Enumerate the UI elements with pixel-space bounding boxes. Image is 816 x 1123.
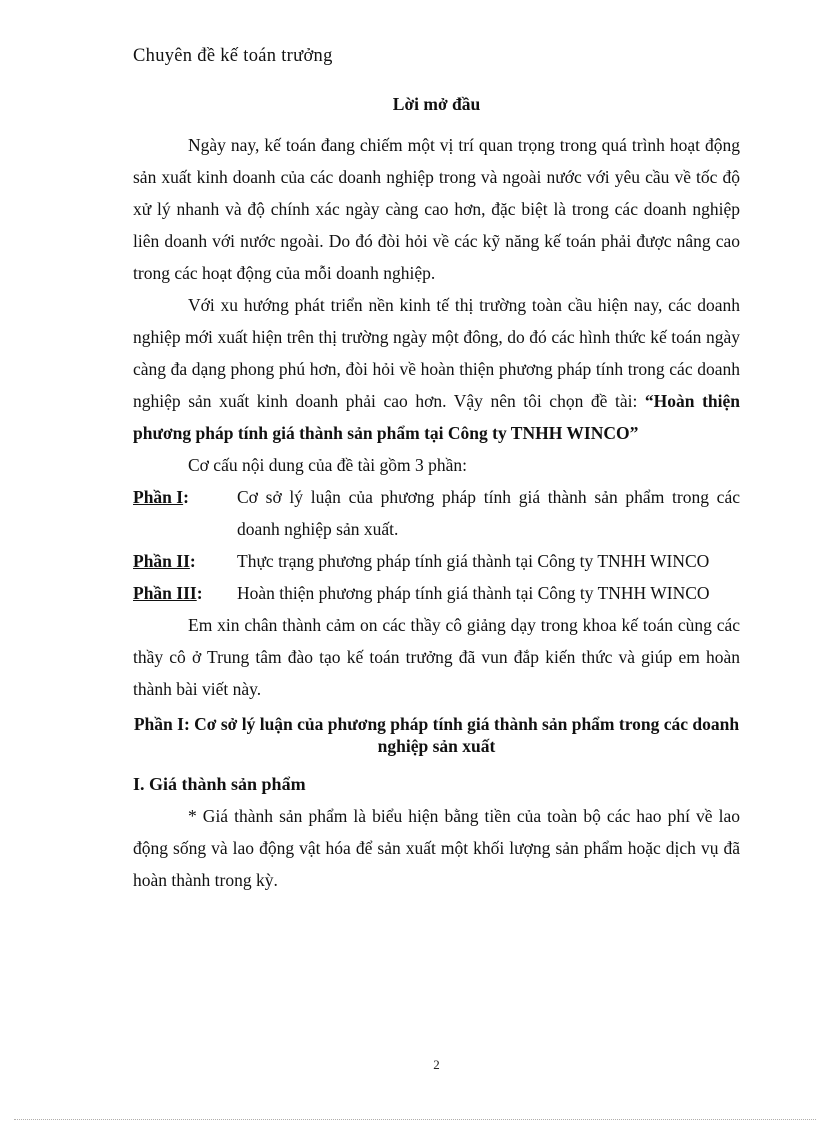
page-bottom-dotted-line	[14, 1119, 816, 1120]
part-2-text: Thực trạng phương pháp tính giá thành tại Công ty TNHH WINCO	[237, 551, 710, 571]
outline-item-part-3	[133, 577, 740, 609]
part-3-label-text: Phần III	[133, 583, 197, 603]
part-1-label-text: Phần I	[133, 487, 184, 507]
paragraph-intro-1: Ngày nay, kế toán đang chiếm một vị trí quan trọng trong quá trình hoạt động sản xuất kinh doanh của các doanh nghiệp trong và ngoài nước với yêu cầu về tốc độ xử lý nhanh và độ chính xác ngày càng cao hơn, đặc biệt là trong các doanh nghiệp liên doanh với nước ngoài. Do đó đòi hỏi về các kỹ năng kế toán phải được nâng cao trong các hoạt động của mỗi doanh nghiệp.	[133, 135, 740, 283]
part-2-colon: :	[189, 551, 196, 571]
part-3-colon: :	[196, 583, 203, 603]
thesis-title-bold: “Hoàn thiện phương pháp tính giá thành sản phẩm tại Công ty TNHH WINCO”	[133, 391, 740, 443]
section-heading-part-1: Phần I: Cơ sở lý luận của phương pháp tính giá thành sản phẩm trong các doanh nghiệp sản xuất	[133, 714, 740, 756]
part-2-label-text: Phần II	[133, 551, 190, 571]
outline-list	[133, 481, 740, 609]
page-number: 2	[433, 1057, 440, 1072]
part-2-label	[133, 545, 196, 577]
subsection-heading-gia-thanh: I. Giá thành sản phẩm	[133, 774, 306, 794]
document-title: Lời mở đầu	[392, 94, 481, 114]
outline-intro: Cơ cấu nội dung của đề tài gồm 3 phần:	[188, 455, 467, 475]
outline-item-part-2	[133, 545, 740, 577]
outline-item-part-1	[133, 481, 740, 545]
part-3-text: Hoàn thiện phương pháp tính giá thành tại Công ty TNHH WINCO	[237, 583, 710, 603]
definition-paragraph: * Giá thành sản phẩm là biểu hiện bằng tiền của toàn bộ các hao phí về lao động sống và lao động vật hóa để sản xuất một khối lượng sản phẩm hoặc dịch vụ đã hoàn thành trong kỳ.	[133, 806, 740, 890]
part-3-label	[133, 577, 203, 609]
part-1-label	[133, 481, 189, 513]
paragraph-intro-2	[133, 289, 740, 449]
document-content	[133, 45, 740, 896]
paragraph-intro-2-plain: Với xu hướng phát triển nền kinh tế thị trường toàn cầu hiện nay, các doanh nghiệp mới xuất hiện trên thị trường ngày một đông, do đó các hình thức kế toán ngày càng đa dạng phong phú hơn, đòi hỏi về hoàn thiện phương pháp tính trong các doanh nghiệp sản xuất kinh doanh phải cao hơn. Vậy nên tôi chọn đề tài:	[133, 295, 740, 411]
part-1-colon: :	[183, 487, 189, 507]
part-1-text: Cơ sở lý luận của phương pháp tính giá thành sản phẩm trong các doanh nghiệp sản xuất.	[237, 487, 740, 539]
acknowledgment-paragraph: Em xin chân thành cảm on các thầy cô giảng dạy trong khoa kế toán cùng các thầy cô ở Trung tâm đào tạo kế toán trưởng đã vun đắp kiến thức và giúp em hoàn thành bài viết này.	[133, 615, 740, 699]
running-header: Chuyên đề kế toán trưởng	[133, 46, 333, 66]
